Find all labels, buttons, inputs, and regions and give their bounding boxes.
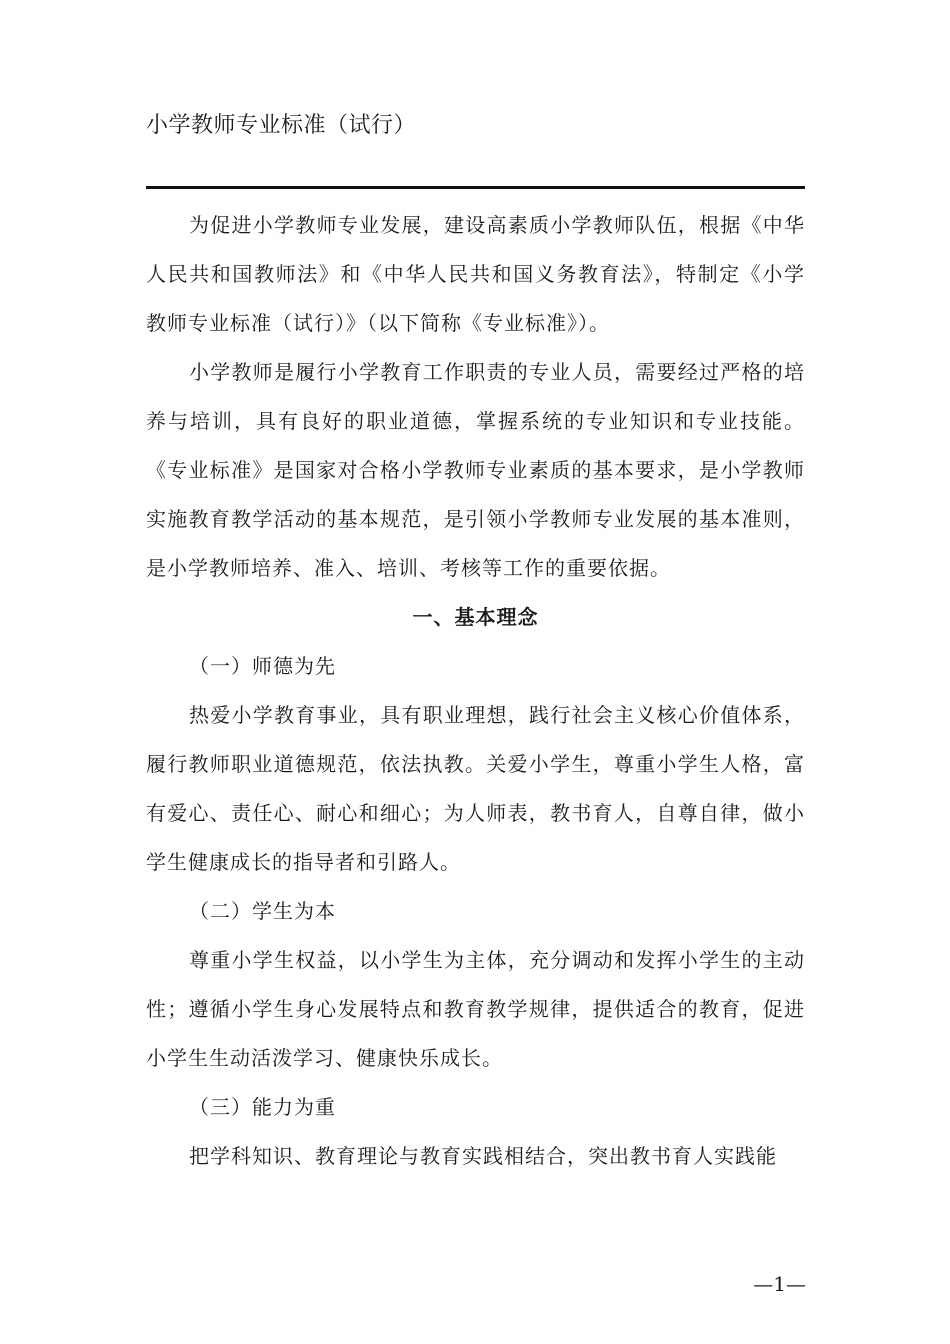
subsection-paragraph-2: 尊重小学生权益，以小学生为主体，充分调动和发挥小学生的主动性；遵循小学生身心发展特点和教育教学规律，提供适合的教育，促进小学生生动活泼学习、健康快乐成长。 [146,948,805,1070]
document-title: 小学教师专业标准（试行） [146,113,417,138]
title-divider [146,186,805,189]
page-number: —1— [753,1272,806,1296]
subsection-heading-3: （三）能力为重 [189,1095,336,1119]
subsection-paragraph-1: 热爱小学教育事业，具有职业理想，践行社会主义核心价值体系，履行教师职业道德规范，依法执教。关爱小学生，尊重小学生人格，富有爱心、责任心、耐心和细心；为人师表，教书育人，自尊自律，做小学生健康成长的指导者和引路人。 [146,703,805,874]
section-heading: 一、基本理念 [412,605,539,629]
intro-paragraph-2: 小学教师是履行小学教育工作职责的专业人员，需要经过严格的培养与培训，具有良好的职业道德，掌握系统的专业知识和专业技能。《专业标准》是国家对合格小学教师专业素质的基本要求，是小学教师实施教育教学活动的基本规范，是引领小学教师专业发展的基本准则，是小学教师培养、准入、培训、考核等工作的重要依据。 [146,360,805,580]
document-body [146,201,805,1181]
subsection-heading-2: （二）学生为本 [189,899,336,923]
intro-paragraph-1: 为促进小学教师专业发展，建设高素质小学教师队伍，根据《中华人民共和国教师法》和《中华人民共和国义务教育法》，特制定《小学教师专业标准（试行）》（以下简称《专业标准》）。 [146,213,805,335]
subsection-paragraph-3: 把学科知识、教育理论与教育实践相结合，突出教书育人实践能 [189,1144,777,1168]
subsection-heading-1: （一）师德为先 [189,654,336,678]
